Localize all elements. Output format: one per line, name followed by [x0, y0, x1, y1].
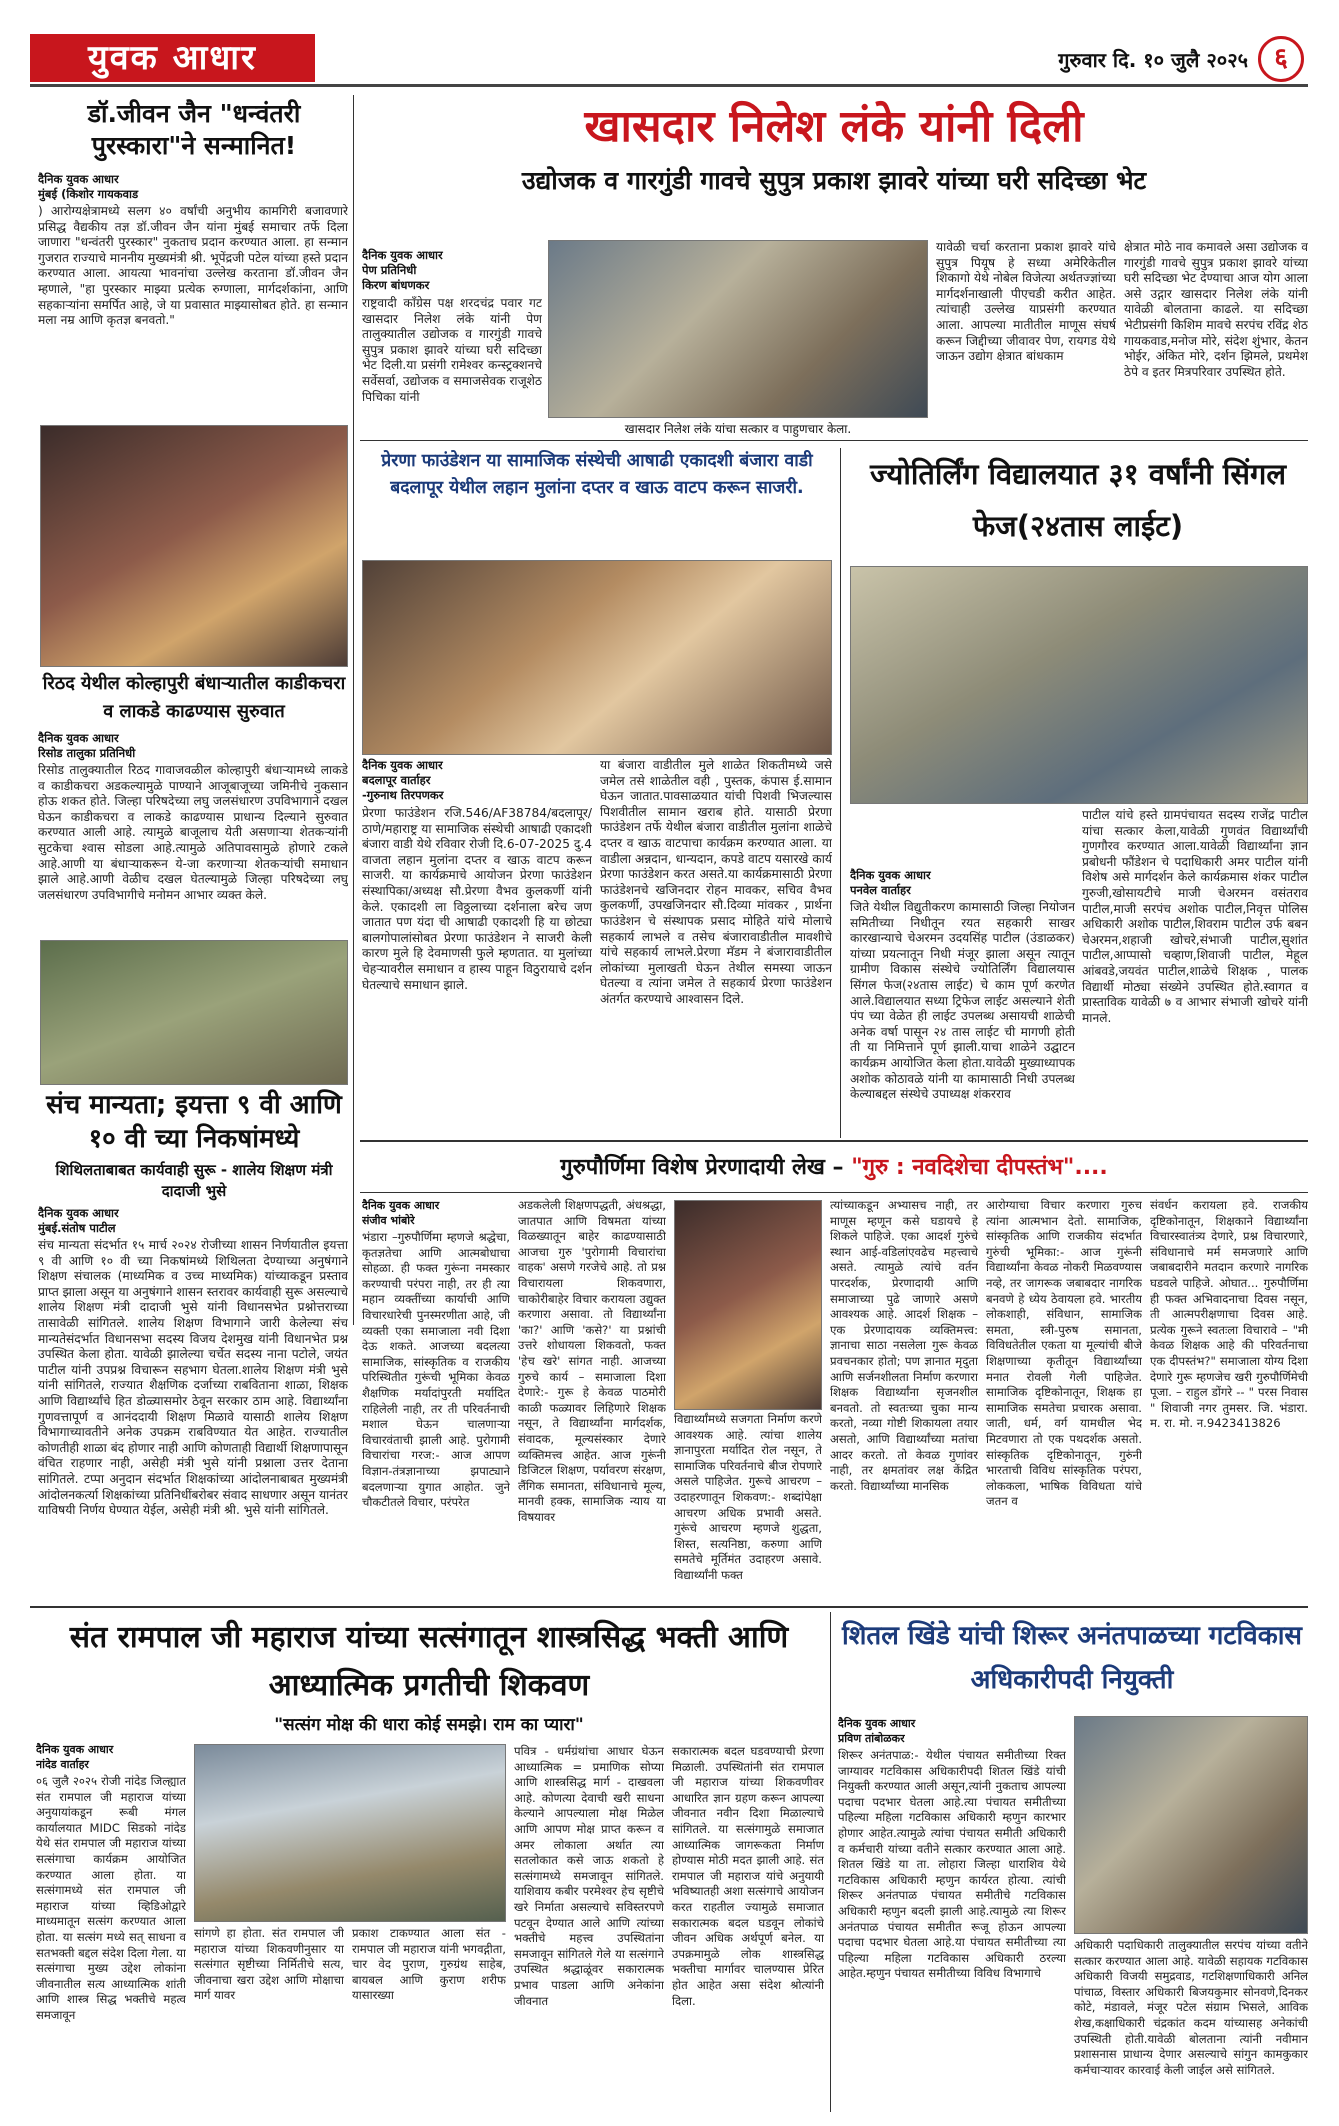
lanke-subhead: उद्योजक व गारगुंडी गावचे सुपुत्र प्रकाश झावरे यांच्या घरी सदिच्छा भेट [521, 166, 1147, 195]
jyotirling-headline: ज्योतिर्लिंग विद्यालयात ३१ वर्षांनी सिंगल फेज(२४तास लाईट) [869, 457, 1287, 543]
satsang-hall-photo [194, 1744, 506, 1922]
rithad-byline: दैनिक युवक आधार रिसोड तालुका प्रतिनिधी [38, 731, 136, 760]
rampal-headline: संत रामपाल जी महाराज यांच्या सत्संगातून शास्त्रसिद्ध भक्ती आणि आध्यात्मिक प्रगतीची शिकवण [69, 1620, 789, 1703]
guru-col-5: आरोग्याचा विचार करणारा गुरुच त्यांना आत्मभान देतो. सामाजिक, सांस्कृतिक आणि राजकीय संदर्भात गुरुंची भूमिका:- आज गुरूंनी विद्यार्थ्यांना केवळ नोकरी मिळवण्यास नव्हे, तर जागरूक जबाबदार नागरिक बनवणे हे ध्येय ठेवायला हवे. भारतीय लोकशाही, संविधान, सामाजिक समता, स्त्री-पुरुष समानता, विविधतेतील एकता या मूल्यांची बीजे शिक्षणाच्या कृतीतून विद्यार्थ्यांच्या मनात रोवली गेली पाहिजेत. सामाजिक दृष्टिकोनातून, शिक्षक हा सामाजिक समतेचा प्रचारक असावा. जाती, धर्म, वर्ग यामधील भेद मिटवणारा तो एक पथदर्शक असतो. सांस्कृतिक दृष्टिकोनातून, गुरुंनी भारताची विविध सांस्कृतिक परंपरा, लोककला, भाषिक विविधता यांचे जतन व [986, 1198, 1142, 1509]
guru-col-3: विद्यार्थ्यांमध्ये सजगता निर्माण करणे आवश्यक आहे. त्यांचा शालेय ज्ञानापुरता मर्यादित रोल नसून, ते सामाजिक परिवर्तनाचे बीज रोपणारे असले पाहिजेत. गुरूचे आचरण – उदाहरणातून शिकवण:- शब्दांपेक्षा आचरण अधिक प्रभावी असते. गुरूंचे आचरण म्हणजे शुद्धता, शिस्त, सत्यनिष्ठा, करुणा आणि समतेचे मूर्तिमंत उदाहरण असावे. विद्यार्थ्यांनी फक्त [674, 1412, 822, 1582]
rampal-col-1: ०६ जुलै २०२५ रोजी नांदेड जिल्ह्यात संत रामपाल जी महाराज यांच्या अनुयायांकडून रूबी मंगल कार्यालयात MIDC सिडको नांदेड येथे संत रामपाल जी महाराज यांच्या सत्संगाचा कार्यक्रम आयोजित करण्यात आला होता. या सत्संगामध्ये संत रामपाल जी महाराज यांच्या व्हिडिओद्वारे माध्यमातून सत्संग करण्यात आला होता. या सत्संग मध्ये सत् साधना व सतभक्ती बद्दल संदेश दिला गेला. या सत्संगाचा मुख्य उद्देश लोकांना जीवनातील सत्य आध्यात्मिक शांती आणि शास्त्र सिद्ध भक्तीचे महत्व समजावून [36, 1774, 186, 2022]
lanke-body-2: यावेळी चर्चा करताना प्रकाश झावरे यांचे सुपुत्र पियूष हे सध्या अमेरिकेतील शिकागो येथे नोबेल विजेत्या अर्थतज्ज्ञांच्या मार्गदर्शनाखाली पीएचडी करीत आहेत. त्यांचाही उल्लेख याप्रसंगी करण्यात आला. आपल्या मातीतील माणूस संघर्ष करून जिद्दीच्या जीवावर पेण, रायगड येथे जाऊन उद्योग क्षेत्रात बांधकाम [936, 240, 1116, 364]
sanch-subhead: शिथिलताबाबत कार्यवाही सुरू - शालेय शिक्षण मंत्री दादाजी भुसे [55, 1161, 333, 1200]
jain-headline: डॉ.जीवन जैन "धन्वंतरी पुरस्कारा"ने सन्मानित! [87, 99, 301, 160]
khinde-felicitation-photo [1074, 1716, 1308, 1934]
guru-col-4: त्यांच्याकडून अभ्यासच नाही, तर माणूस म्हणून कसे घडायचे हे शिकले पाहिजे. एका आदर्श गुरुंचे स्थान आई-वडिलांएवढेच महत्त्वाचे असते. त्यामुळे त्यांचे वर्तन पारदर्शक, प्रेरणादायी आणि समाजाच्या पुढे जाणारे असणे आवश्यक आहे. आदर्श शिक्षक – एक प्रेरणादायक व्यक्तिमत्त्व: ज्ञानाचा साठा नसलेला गुरू केवळ प्रवचनकार होतो; पण ज्ञानात मृदुता आणि सर्जनशीलता निर्माण करणारा शिक्षक विद्यार्थ्यांना सृजनशील बनवतो. तो स्वतःच्या चुका मान्य करतो, नव्या गोष्टी शिकायला तयार असतो, आणि विद्यार्थ्यांच्या मतांचा आदर करतो. तो केवळ गुणांवर नाही, तर क्षमतांवर लक्ष केंद्रित करतो. विद्यार्थ्यांच्या मानसिक [830, 1198, 978, 1493]
prerna-body-2: या बंजारा वाडीतील मुले शाळेत शिकतीमध्ये जसे जमेल तसे शाळेतील वही , पुस्तक, कंपास ई.सामान घेऊन जातात.पावसाळयात यांची पिशवी भिजल्यास पिशवीतील सामान खराब होते. यासाठी प्रेरणा फाउंडेशन तर्फे येथील बंजारा वाडीतील मुलांना शाळेचे दप्तर व खाऊ वाटपाचा कार्यक्रम करण्यात आला. या वाडीला अन्नदान, धान्यदान, कपडे वाटप यसारखे कार्य प्रेरणा फाउंडेशन करत असते.या कार्यक्रमासाठी प्रेरणा फाउंडेशनचे खजिनदार रोहन मावकर, सचिव वैभव कुलकर्णी, उपखजिनदार सौ.दिव्या मांवकर , प्रार्थना फाउंडेशन चे संस्थापक प्रसाद मोहिते यांचे मोलाचे सहकार्य लाभले व तसेच बंजारावाडीतील मावशीचे यांचे सहकार्य लाभले.प्रेरणा मॅडम ने बंजारावाडीतील लोकांच्या मुलाखती घेऊन तेथील समस्या जाऊन घेतल्या व त्यांना जमेल ते सहकार्य प्रेरणा फाउंडेशन अंतर्गत करण्याचे आश्वासन दिले. [600, 758, 832, 1006]
rithad-body: रिसोड तालुक्यातील रिठद गावाजवळील कोल्हापुरी बंधाऱ्यामध्ये लाकडे व काडीकचरा अडकल्यामुळे पाण्याने आजूबाजूच्या जमिनीचे नुकसान होऊ शकत होते. जिल्हा परिषदेच्या लघु जलसंधारण उपविभागाने दखल घेऊन काडीकचरा व लाकडे काढण्यास प्राधान्य दिल्याने सुरुवात करण्यात आली आहे. त्यामुळे बाजूलाच येती असणाऱ्या शेतकऱ्यांनी सुटकेचा श्वास सोडला आहे.त्यामुळे अतिपावसामुळे होणारे टकले आहे.आणी या बंधाऱ्याकरून ये-जा करणाऱ्या शेतकऱ्यांची समाधान झाले आहे.आणी वेळीच दखल घेतल्यामुळे जिल्हा परिषदेच्या लघु जलसंधारण उपविभागीचे मनोमन आभार व्यक्त केले. [38, 763, 348, 902]
rampal-col-4: पवित्र - धर्मग्रंथांचा आधार घेऊन आध्यात्मिक = प्रमाणिक सोप्या आणि शास्त्रसिद्ध मार्ग - दाखवला आहे. कोणत्या देवाची खरी साधना केल्याने आपल्याला मोक्ष मिळेल आणि आपण मोक्ष प्राप्त करून व अमर लोकाला अर्थात त्या सतलोकात कसे जाऊ शकतो हे सत्संगामध्ये समजावून सांगितले. याशिवाय कबीर परमेश्वर हेच सृष्टीचे खरे निर्माता असल्याचे सविस्तरपणे पटवून देण्यात आले आणि त्यांच्या भक्तीचे महत्त्व उपस्थितांना समजावून सांगितले गेले या सत्संगाने उपस्थित श्रद्धाळूंवर सकारात्मक प्रभाव पाडला आणि अनेकांना जीवनात [514, 1744, 664, 2008]
khinde-headline: शितल खिंडे यांची शिरूर अनंतपाळच्या गटविकास अधिकारीपदी नियुक्ती [841, 1621, 1303, 1695]
column-divider [840, 448, 841, 1138]
guru-headline [360, 1146, 1308, 1190]
rithad-headline: रिठद येथील कोल्हापुरी बंधाऱ्यातील काडीकचरा व लाकडे काढण्यास सुरुवात [42, 673, 346, 722]
sanch-body: संच मान्यता संदर्भात १५ मार्च २०२४ रोजीच्या शासन निर्णयातील इयत्ता ९ वी आणि १० वी च्या निकषांमध्ये शिथिलता देण्याच्या अनुषंगाने शिक्षण संचालक (माध्यमिक व उच्च माध्यमिक) यांच्याकडून प्रस्ताव प्राप्त झाला असून या अनुषंगाने शासन स्तरावर कार्यवाही सुरू असल्याचे शालेय शिक्षण मंत्री दादाजी भुसे यांनी विधानसभेत प्रश्नोत्तराच्या तासावेळी सांगितले. शालेय शिक्षण विभागाने जारी केलेल्या संच मान्यतेसंदर्भात विधानसभा सदस्य विजय देशमुख यांनी विधानभेत प्रश्न उपस्थित केला होता. यावेळी झालेल्या चर्चेत सदस्य नाना पटोले, जयंत पाटील यांनी उपप्रश्न विचारून सहभाग घेतला.शालेय शिक्षण मंत्री भुसे यांनी सांगितले, राज्यात शैक्षणिक दर्जाच्या राबविताना शाळा, शिक्षक आणि विद्यार्थ्यांचे हित डोळ्यासमोर ठेवून सरकार ठाम आहे. विद्यार्थ्यांना गुणवत्तापूर्ण व आनंददायी शिक्षण मिळावे यासाठी शालेय शिक्षण विभागाच्यावतीने अनेक उपक्रम राबविण्यात येत आहेत. राज्यातील कोणतीही शाळा बंद होणार नाही आणि कोणताही विद्यार्थी शिक्षणापासून वंचित राहणार नाही, असेही मंत्री भुसे यांनी प्रश्नाला उत्तर देताना सांगितले. टप्पा अनुदान संदर्भात शिक्षकांच्या आंदोलनाबाबत मुख्यमंत्री आंदोलनकर्त्या शिक्षकांच्या प्रतिनिधींबरोबर संवाद साधणार असून यानंतर याविषयी निर्णय घेण्यात येईल, असेही मंत्री श्री. भुसे यांनी सांगितले. [38, 1238, 348, 1518]
section-divider [360, 1192, 1308, 1193]
lanke-body-3: क्षेत्रात मोठे नाव कमावले असा उद्योजक व गारगुंडी गावचे सुपुत्र प्रकाश झावरे यांच्या घरी सदिच्छा भेट देण्याचा आज योग आला असे उद्गार खासदार निलेश लंके यांनी यावेळी बोलताना काढले. या सदिच्छा भेटीप्रसंगी किशिम मावचे सरपंच रविंद्र शेठ गायकवाड,मनोज मोरे, संदेश शुंभार, केतन भोईर, अंकित मोरे, दर्शन झिमले, प्रथमेश ठेपे व इतर मित्रपरिवार उपस्थित होते. [1124, 240, 1308, 379]
lanke-headline: खासदार निलेश लंके यांनी दिली [584, 101, 1084, 152]
lanke-visit-photo [548, 240, 928, 418]
section-divider [360, 440, 1308, 441]
khinde-body-1: शिरूर अनंतपाळ:- येथील पंचायत समीतीच्या रिक्त जाग्यावर गटविकास अधिकारीपदी शितल खिंडे यांची नियुक्ती करण्यात आली असून,त्यांनी नुकताच आपल्या पदाचा पदभार घेतला आहे.त्या पंचायत समीतीच्या पहिल्या महिला गटविकास अधिकारी म्हणुन कारभार होणार आहेत.त्यामुळे त्यांचा पंचायत समीती अधिकारी व कर्मचारी यांच्या वतीने सत्कार करण्यात आला आहे. शितल खिंडे या ता. लोहारा जिल्हा धाराशिव येथे गटविकास अधिकारी म्हणुन कार्यरत होत्या. त्यांची शिरूर अनंतपाळ पंचायत समीतीचे गटविकास अधिकारी म्हणुन बदली झाली आहे.त्यामुळे त्या शिरूर अनंतपाळ पंचायत समीतीत रूजू होऊन आपल्या पदाचा पदभार घेतला आहे.या पंचायत समीतीच्या त्या पहिल्या महिला गटविकास अधिकारी ठरल्या आहेत.म्हणुन पंचायत समीतीच्या विविध विभागाचे [838, 1748, 1066, 1981]
rampal-quote: "सत्संग मोक्ष की धारा कोई समझे। राम का प्यारा" [274, 1715, 584, 1735]
issue-date: गुरुवार दि. १० जुलै २०२५ [1058, 48, 1248, 72]
guru-col-2: अडकलेली शिक्षणपद्धती, अंधश्रद्धा, जातपात आणि विषमता यांच्या विळख्यातून बाहेर काढण्यासाठी आजचा गुरु 'पुरोगामी विचारांचा वाहक' असणे गरजेचे आहे. तो प्रश्न विचारायला शिकवणारा, चाकोरीबाहेर विचार करायला उद्युक्त करणारा असावा. तो विद्यार्थ्यांना 'का?' आणि 'कसे?' या प्रश्नांची उत्तरे शोधायला शिकवतो, फक्त 'हेच खरे' सांगत नाही. आजच्या गुरुचे कार्य – समाजाला दिशा देणारे:- गुरू हे केवळ पाठमोरी काळी फळ्यावर लिहिणारे शिक्षक नसून, ते विद्यार्थ्यांना मार्गदर्शक, संवादक, मूल्यसंस्कार देणारे व्यक्तिमत्त्व आहेत. आज गुरूंनी डिजिटल शिक्षण, पर्यावरण संरक्षण, लैंगिक समानता, संविधानाचे मूल्य, मानवी हक्क, सामाजिक न्याय या विषयावर [518, 1198, 666, 1524]
jyotirling-body-1: जिते येथील विद्युतीकरण कामासाठी जिल्हा नियोजन समितीच्या निधीतून रयत सहकारी साखर कारखान्याचे चेअरमन उदयसिंह पाटील (उंडाळकर) यांच्या प्रयत्नातून निधी मंजूर झाला असून त्यातून ग्रामीण विकास संस्थेचे ज्योतिर्लिंग विद्यालयास सिंगल फेज(२४तास लाईट) चे काम पूर्ण करणेत आले.विद्यालयात सध्या ट्रिफेज लाईट असल्याने शेती पंप च्या वेळेत ही लाईट उपलब्ध असायची शाळेची अनेक वर्षा पासून २४ तास लाईट ची मागणी होती ती या निमित्ताने पूर्ण झाली.याचा शाळेने उद्घाटन कार्यक्रम आयोजित केला होता.यावेळी मुख्याध्यापक अशोक कोठावळे यांनी या कामासाठी निधी उपलब्ध केल्याबद्दल संस्थेचे उपाध्यक्ष शंकरराव [850, 900, 1075, 1102]
rampal-col-5: सकारात्मक बदल घडवण्याची प्रेरणा मिळाली. उपस्थितांनी संत रामपाल जी महाराज यांच्या शिकवणीवर आधारित ज्ञान ग्रहण करून आपल्या जीवनात नवीन दिशा मिळाल्याचे सांगितले. या सत्संगामुळे समाजात आध्यात्मिक जागरूकता निर्माण होण्यास मोठी मदत झाली आहे. संत रामपाल जी महाराज यांचे अनुयायी भविष्यातही अशा सत्संगाचे आयोजन करत राहतील ज्यामुळे समाजात सकारात्मक बदल घडवून लोकांचे जीवन अधिक अर्थपूर्ण बनेल. या उपक्रमामुळे लोक शास्त्रसिद्ध भक्तीचा मार्गावर चालण्यास प्रेरित होत आहेत असा संदेश श्रोत्यांनी दिला. [672, 1744, 824, 2008]
author-portrait-photo [674, 1200, 822, 1410]
jain-byline: दैनिक युवक आधार मुंबई (किशोर गायकवाड [38, 172, 139, 201]
jain-body: ) आरोग्यक्षेत्रामध्ये सलग ४० वर्षांची अनुभीय कामगिरी बजावणारे प्रसिद्ध वैद्यकीय तज्ञ डॉ.जीवन जैन यांना मुंबई समाचार तर्फे दिला जाणारा "धन्वंतरी पुरस्कार" नुकताच प्रदान करण्यात आला. हा सन्मान गुजरात राज्याचे माननीय मुख्यमंत्री श्री. भूपेंद्रजी पटेल यांच्या हस्ते प्रदान करण्यात आला. आयत्या भावनांचा उल्लेख करताना डॉ.जीवन जैन म्हणाले, "हा पुरस्कार माझ्या प्रत्येक रुग्णाला, मार्गदर्शकांना, आणि सहकाऱ्यांना समर्पित आहे, जे या प्रवासात माझ्यासोबत होते. हा सन्मान मला नम्र आणि कृतज्ञ बनवतो." [38, 204, 348, 328]
prerna-children-photo [362, 560, 832, 755]
guru-col-1: भंडारा –गुरुपौर्णिमा म्हणजे श्रद्धेचा, कृतज्ञतेचा आणि आत्मबोधाचा सोहळा. ही फक्त गुरूंना नमस्कार करण्याची परंपरा नाही, तर ही त्या महान व्यक्तींच्या कार्याची आणि विचारधारेची पुनस्मरणीता आहे, जी व्यक्ती एका समाजाला नवी दिशा देऊ शकते. आजच्या बदलत्या सामाजिक, सांस्कृतिक व राजकीय परिस्थितीत गुरूंची भूमिका केवळ शैक्षणिक मर्यादांपुरती मर्यादित राहिलेली नाही, तर ती परिवर्तनाची मशाल घेऊन चालणाऱ्या विचारवंताची झाली आहे. पुरोगामी विचारांचा गरज:- आज आपण विज्ञान-तंत्रज्ञानाच्या झपाट्याने बदलणाऱ्या युगात आहोत. जुने चौकटीतले विचार, परंपरेत [362, 1230, 510, 1510]
lanke-photo-caption: खासदार निलेश लंके यांचा सत्कार व पाहुणचार केला. [624, 422, 852, 436]
rithad-dam-photo [40, 940, 348, 1085]
sanch-headline: संच मान्यता; इयत्ता ९ वी आणि १० वी च्या निकषांमध्ये [46, 1090, 342, 1154]
guru-byline: दैनिक युवक आधार संजीव भांबोरे [362, 1199, 440, 1227]
rampal-col-2: सांगणे हा होता. संत रामपाल जी महाराज यांच्या शिकवणीनुसार या सत्संगात सृष्टीच्या निर्मितीचे सत्य, जीवनाचा खरा उद्देश आणि मोक्षाचा मार्ग यावर [194, 1926, 344, 2003]
masthead [30, 32, 1308, 87]
lanke-body-1: राष्ट्रवादी काँग्रेस पक्ष शरदचंद्र पवार गट खासदार निलेश लंके यांनी पेण तालुक्यातील उद्योजक व गारगुंडी गावचे सुपुत्र प्रकाश झावरे यांच्या घरी सदिच्छा भेट दिली.या प्रसंगी रामेश्वर कन्स्ट्रक्शनचे सर्वेसर्वा, उद्योजक व समाजसेवक राजूशेठ पिचिका यांनी [362, 296, 542, 404]
jyotirling-body-2: पाटील यांचे हस्ते ग्रामपंचायत सदस्य राजेंद्र पाटील यांचा सत्कार केला,यावेळी गुणवंत विद्यार्थ्यांची गुणगौरव करण्यात आला.यावेळी विद्यार्थ्यांना ज्ञान प्रबोधनी फौंडेशन चे पदाधिकारी अमर पाटील यांनी विशेष असे मार्गदर्शन केले कार्यक्रमास शंकर पाटील गुरुजी,खोसायटीचे माजी चेअरमन वसंतराव पाटील,माजी सरपंच अशोक पाटील,निवृत्त पोलिस अधिकारी अशोक पाटील,शिवराम पाटील उर्फ बबन चेअरमन,शहाजी खोचरे,संभाजी पाटील,सुशांत पाटील,आप्पासो चव्हाण,शिवाजी पाटील, मेहूल आंबवडे,जयवंत पाटील,शाळेचे शिक्षक , पालक विद्यार्थी मोठ्या संख्येने उपस्थित होते.स्वागत व प्रास्ताविक यावेळी ७ व आभार संभाजी खोचरे यांनी मानले. [1082, 808, 1308, 1025]
page-number: ६ [1258, 36, 1304, 82]
column-divider [830, 1612, 831, 2112]
khinde-body-2: अधिकारी पदाधिकारी तालुक्यातील सरपंच यांच्या वतीने सत्कार करण्यात आला आहे. यावेळी सहायक गटविकास अधिकारी विजयी समुद्रवाड, गटशिक्षणाधिकारी अनिल पांचाळ, विस्तार अधिकारी बिजयकुमार सोनवणे,दिनकर कोटे, मंडावले, मंजूर पटेल संग्राम भिसले, आविक शेख,कक्षाधिकारी चंद्रकांत कदम यांच्यासह अनेकांची उपस्थिती होती.यावेळी बोलताना त्यांनी नवीमान प्रशासनास प्राधान्य देणार असल्याचे सांगुन कामकुकार कर्मचाऱ्यावर कारवाई केली जाईल असे सांगितले. [1074, 1938, 1308, 2077]
prerna-byline: दैनिक युवक आधार बदलापूर वार्ताहर -गुरुनाथ तिरपणकर [362, 758, 444, 802]
section-divider [30, 1606, 1308, 1608]
jyotirling-ceremony-photo [850, 566, 1308, 804]
guru-headline-prefix: गुरुपौर्णिमा विशेष प्रेरणादायी लेख – [560, 1155, 844, 1180]
newspaper-logo: युवक आधार [30, 34, 315, 82]
jain-award-photo [40, 425, 348, 667]
prerna-body-1: प्रेरणा फाउंडेशन रजि.546/AF38784/बदलापूर/ठाणे/महाराष्ट्र या सामाजिक संस्थेची आषाढी एकादशी बंजारा वाडी येथे रविवार रोजी दि.6-07-2025 दु.4 वाजता लहान मुलांना दप्तर व खाऊ वाटप करून साजरी. या कार्यक्रमाचे आयोजन प्रेरणा फाउंडेशन संस्थापिका/अध्यक्ष सौ.प्रेरणा वैभव कुलकर्णी यांनी केले. एकादशी ला विठ्ठलाच्या दर्शनाला बरेच जण जातात पण यंदा ची आषाढी एकादशी हि या छोट्या बालगोपालांसोबत प्रेरणा फाउंडेशन ने साजरी केली कारण मुले हि देवमाणसी फुले म्हणतात. या मुलांच्या चेहऱ्यावरील समाधान व हास्य पाहून विठुरायाचे दर्शन घेतल्याचे समाधान झाले. [362, 806, 592, 992]
guru-col-6: संवर्धन करायला हवे. राजकीय दृष्टिकोनातून, शिक्षकाने विद्यार्थ्यांना विचारस्वातंत्र्य देणारे, प्रश्न विचारणारे, संविधानाचे मर्म समजणारे आणि जबाबदारीने मतदान करणारे नागरिक घडवले पाहिजे. ओघात... गुरुपौर्णिमा ही फक्त अभिवादनाचा दिवस नसून, ती आत्मपरीक्षणाचा दिवस आहे. प्रत्येक गुरूने स्वतःला विचारावे – "मी केवळ शिक्षक आहे की परिवर्तनाचा एक दीपस्तंभ?" समाजाला योग्य दिशा देणारे गुरू म्हणजेच खरी गुरुपौर्णिमेची पूजा. – राहुल डोंगरे -- " परस निवास " शिवाजी नगर तुमसर. जि. भंडारा. म. रा. मो. न.9423413826 [1150, 1198, 1308, 1431]
prerna-headline: प्रेरणा फाउंडेशन या सामाजिक संस्थेची आषाढी एकादशी बंजारा वाडी बदलापूर येथील लहान मुलांना दप्तर व खाऊ वाटप करून साजरी. [381, 451, 813, 498]
rampal-col-3: प्रकाश टाकण्यात आला संत - रामपाल जी महाराज यांनी भगवद्गीता, चार वेद पुराण, गुरुग्रंथ साहेब, बायबल आणि कुराण शरीफ यासारख्या [352, 1926, 506, 2003]
khinde-byline: दैनिक युवक आधार प्रविण तांबोळकर [838, 1717, 916, 1745]
section-divider [360, 1140, 1308, 1142]
sanch-byline: दैनिक युवक आधार मुंबई.संतोष पाटील [38, 1206, 119, 1235]
guru-headline-quote: "गुरु : नवदिशेचा दीपस्तंभ".... [851, 1155, 1108, 1180]
column-divider [353, 95, 354, 1325]
rampal-byline: दैनिक युवक आधार नांदेड वार्ताहर [36, 1743, 114, 1771]
jyotirling-byline: दैनिक युवक आधार पनवेल वार्ताहर [850, 868, 931, 897]
lanke-byline: दैनिक युवक आधार पेण प्रतिनिधी किरण बांधणकर [362, 248, 443, 292]
